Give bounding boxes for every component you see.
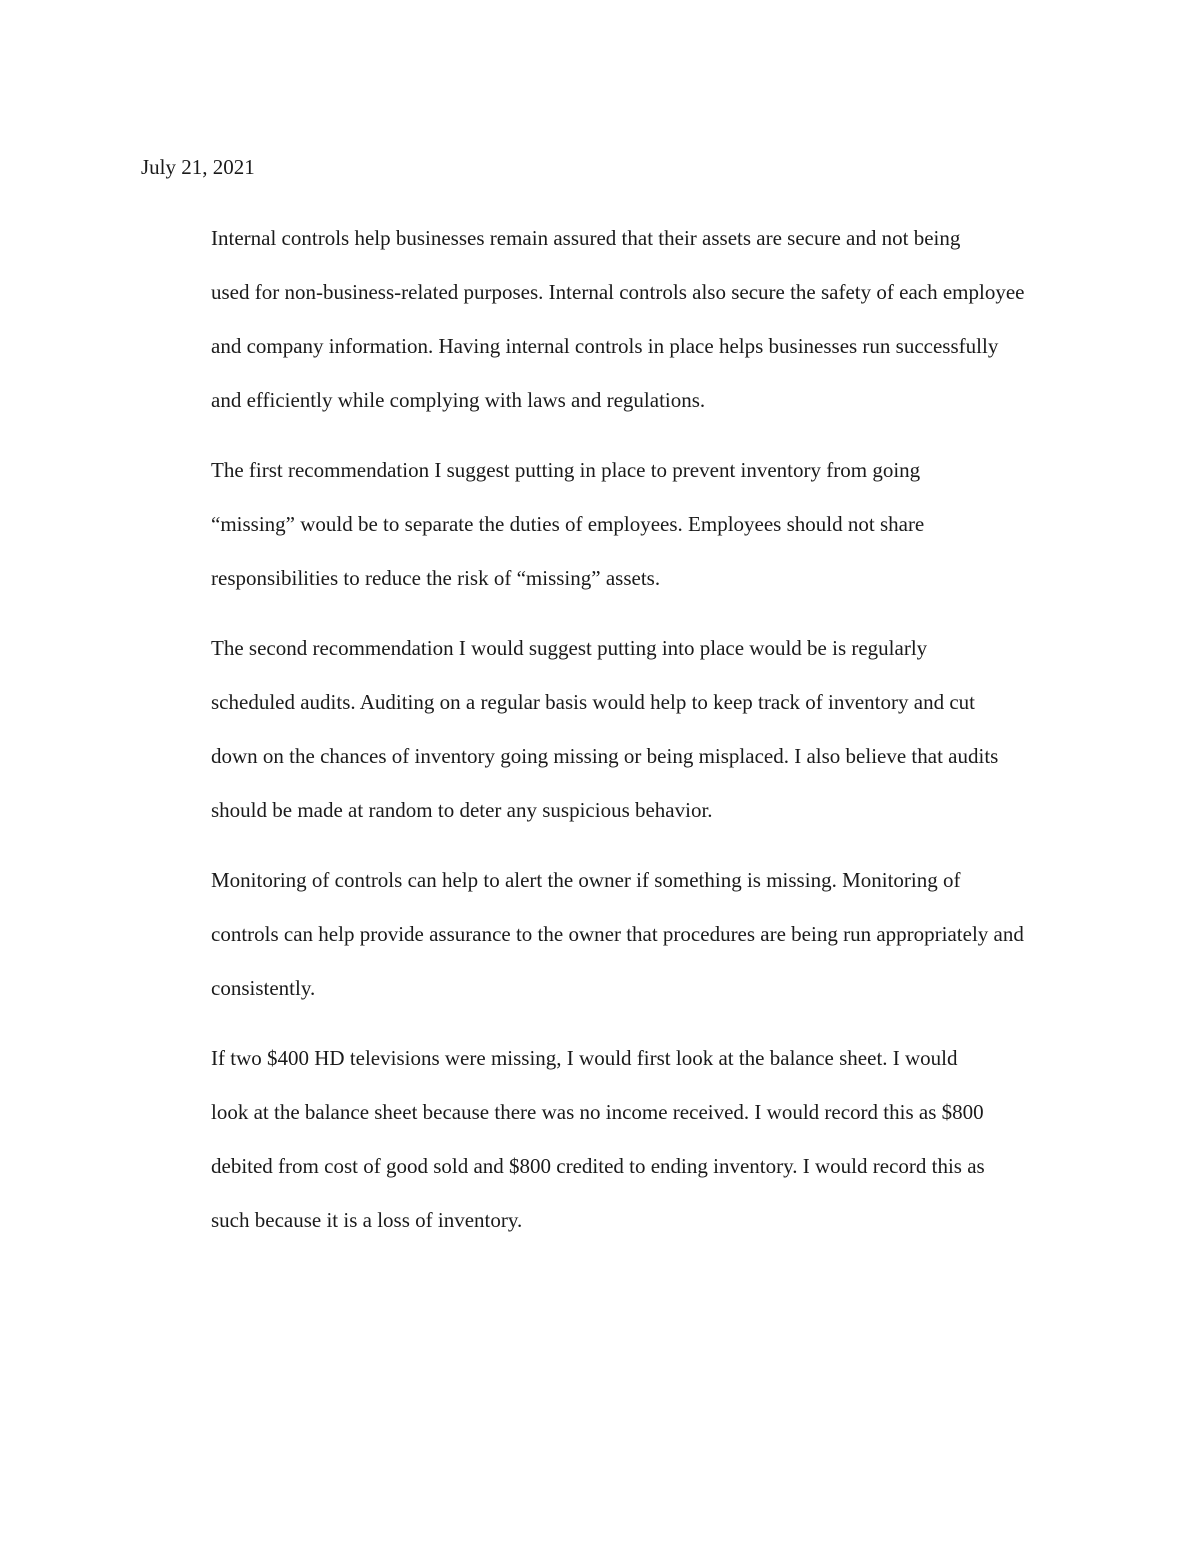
paragraph-line: “missing” would be to separate the duties of employees. Employees should not share bbox=[211, 512, 925, 536]
paragraph-line: Monitoring of controls can help to alert the owner if something is missing. Monitoring of bbox=[211, 868, 961, 892]
paragraph-line: and efficiently while complying with laws and regulations. bbox=[211, 388, 706, 412]
paragraph-first-recommendation bbox=[141, 443, 1066, 605]
paragraph-line: and company information. Having internal controls in place helps businesses run successfully bbox=[211, 334, 999, 358]
paragraph-monitoring bbox=[141, 853, 1066, 1015]
paragraph-line: such because it is a loss of inventory. bbox=[211, 1208, 523, 1232]
paragraph-line: should be made at random to deter any suspicious behavior. bbox=[211, 798, 713, 822]
paragraph-line: down on the chances of inventory going missing or being misplaced. I also believe that audits bbox=[211, 744, 999, 768]
paragraph-line: The second recommendation I would suggest putting into place would be is regularly bbox=[211, 636, 928, 660]
paragraph-line: debited from cost of good sold and $800 credited to ending inventory. I would record this as bbox=[211, 1154, 985, 1178]
paragraph-line: scheduled audits. Auditing on a regular basis would help to keep track of inventory and cut bbox=[211, 690, 975, 714]
paragraph-line: If two $400 HD televisions were missing, I would first look at the balance sheet. I would bbox=[211, 1046, 958, 1070]
paragraph-line: The first recommendation I suggest putting in place to prevent inventory from going bbox=[211, 458, 921, 482]
paragraph-line: Internal controls help businesses remain assured that their assets are secure and not being bbox=[211, 226, 961, 250]
paragraph-line: look at the balance sheet because there was no income received. I would record this as $800 bbox=[211, 1100, 984, 1124]
paragraph-line: controls can help provide assurance to the owner that procedures are being run appropriately and bbox=[211, 922, 1024, 946]
paragraph-missing-televisions bbox=[141, 1031, 1066, 1247]
paragraph-line: used for non-business-related purposes. Internal controls also secure the safety of each employee bbox=[211, 280, 1025, 304]
paragraph-internal-controls bbox=[141, 211, 1066, 427]
document-date: July 21, 2021 bbox=[141, 155, 255, 179]
paragraph-second-recommendation bbox=[141, 621, 1066, 837]
paragraph-line: consistently. bbox=[211, 976, 316, 1000]
paragraph-line: responsibilities to reduce the risk of “missing” assets. bbox=[211, 566, 661, 590]
document-body bbox=[141, 140, 1066, 1247]
